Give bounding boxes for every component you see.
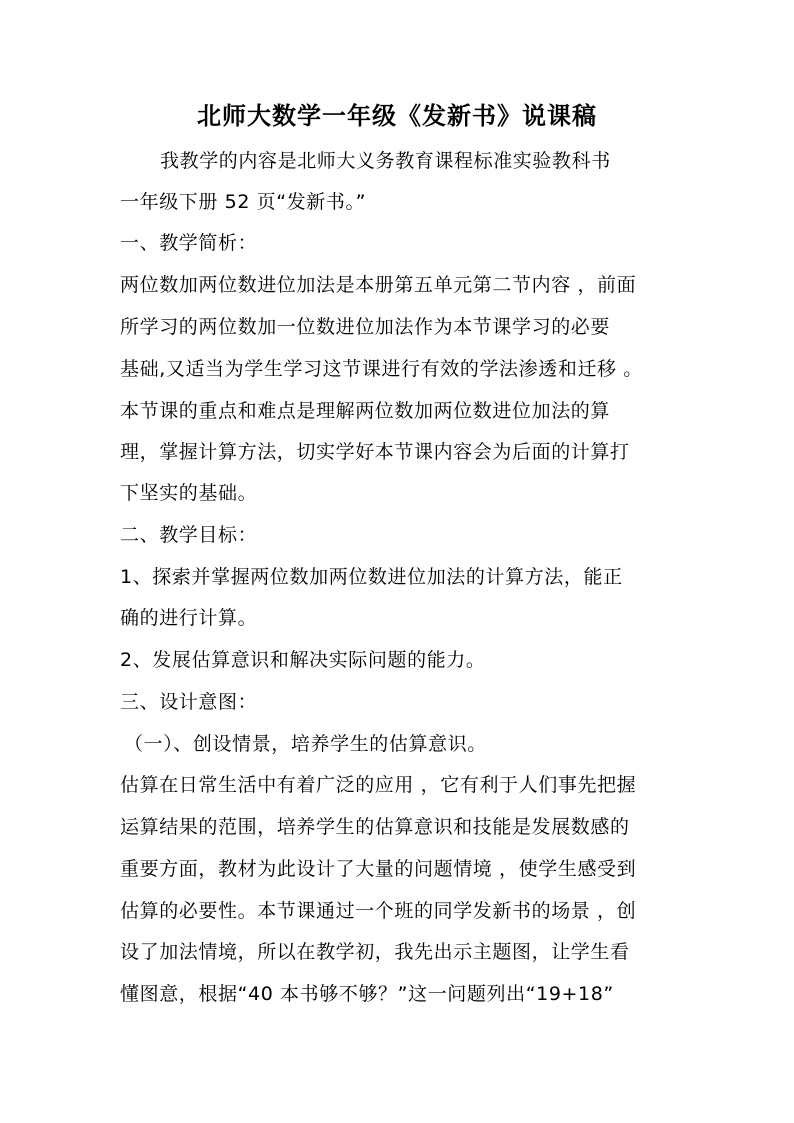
paragraph-line: 估算的必要性。本节课通过一个班的同学发新书的场景 ，创 bbox=[120, 900, 637, 922]
paragraph-line: 设了加法情境，所以在教学初，我先出示主题图，让学生看 bbox=[120, 941, 630, 963]
paragraph-line: 基础,又适当为学生学习这节课进行有效的学法渗透和迁移 。 bbox=[120, 358, 643, 380]
paragraph-line: 估算在日常生活中有着广泛的应用 ，它有利于人们事先把握 bbox=[120, 774, 637, 796]
paragraph-line: 下坚实的基础。 bbox=[120, 482, 258, 504]
section-heading: 二、教学目标： bbox=[120, 524, 258, 546]
document-title: 北师大数学一年级《发新书》说课稿 bbox=[197, 102, 597, 130]
paragraph-line: 两位数加两位数进位加法是本册第五单元第二节内容 ，前面 bbox=[120, 274, 637, 296]
paragraph-line: 确的进行计算。 bbox=[120, 607, 258, 629]
paragraph-line: 懂图意，根据“40 本书够不够？”这一问题列出“19+18” bbox=[120, 983, 614, 1005]
section-heading: 一、教学简析： bbox=[120, 232, 258, 254]
paragraph-line: 1、探索并掌握两位数加两位数进位加法的计算方法，能正 bbox=[120, 566, 623, 588]
paragraph-line: 所学习的两位数加一位数进位加法作为本节课学习的必要 bbox=[120, 316, 611, 338]
paragraph-line: 一年级下册 52 页“发新书。” bbox=[120, 191, 367, 213]
paragraph-line: 我教学的内容是北师大义务教育课程标准实验教科书 bbox=[160, 150, 611, 172]
paragraph-line: 理，掌握计算方法，切实学好本节课内容会为后面的计算打 bbox=[120, 441, 630, 463]
paragraph-line: 2、发展估算意识和解决实际问题的能力。 bbox=[120, 649, 486, 671]
subsection-heading: （一）、创设情景，培养学生的估算意识。 bbox=[124, 733, 487, 755]
section-heading: 三、设计意图： bbox=[120, 691, 258, 713]
paragraph-line: 运算结果的范围，培养学生的估算意识和技能是发展数感的 bbox=[120, 816, 630, 838]
paragraph-line: 重要方面，教材为此设计了大量的问题情境 ，使学生感受到 bbox=[120, 858, 637, 880]
paragraph-line: 本节课的重点和难点是理解两位数加两位数进位加法的算 bbox=[120, 400, 611, 422]
